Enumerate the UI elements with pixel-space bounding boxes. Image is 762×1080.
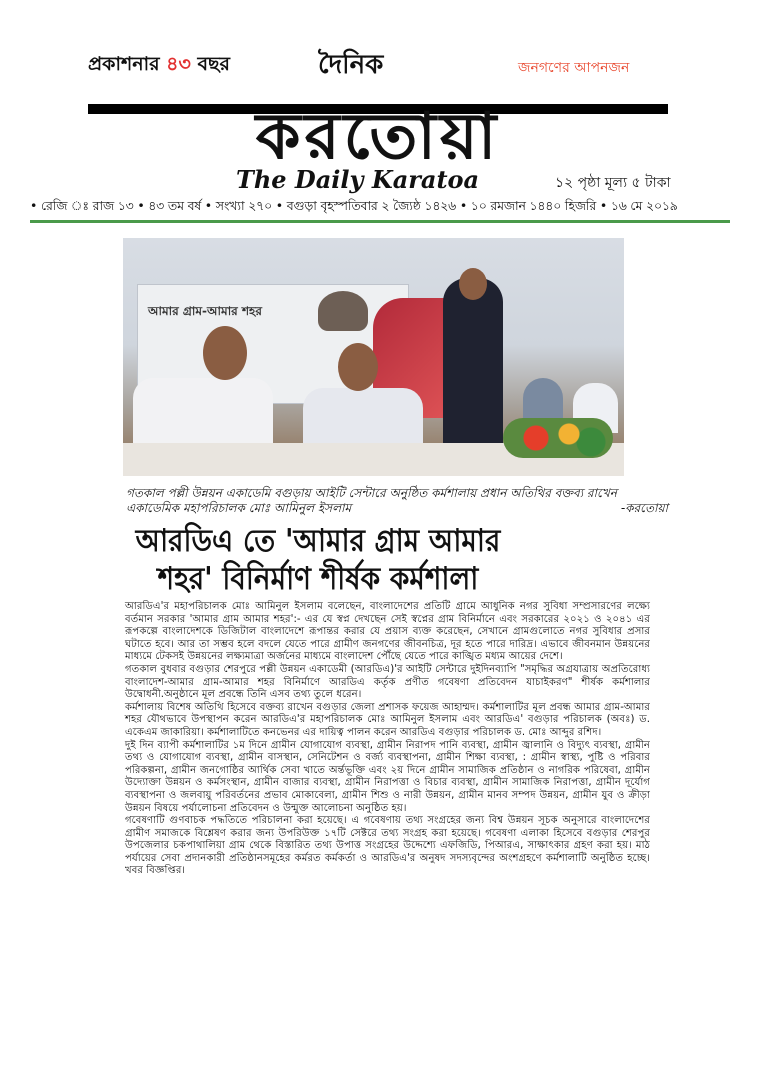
flower-arrangement	[503, 418, 613, 458]
publication-years-suffix: বছর	[197, 53, 231, 75]
publication-years-prefix: প্রকাশনার	[88, 53, 160, 75]
article-body	[125, 601, 650, 878]
banner-portrait	[318, 291, 368, 331]
publication-years-number: ৪৩	[166, 53, 191, 75]
headline-line-2: শহর' বিনির্মাণ শীর্ষক কর্মশালা	[157, 561, 479, 597]
photo-credit: -করতোয়া	[620, 501, 668, 515]
speaker-figure	[443, 278, 503, 458]
guest-head	[338, 343, 378, 391]
speaker-head	[459, 268, 487, 300]
headline	[120, 522, 516, 598]
article-paragraph: দুই দিন ব্যাপী কর্মশালাটির ১ম দিনে গ্রামীন যোগাযোগ ব্যবস্থা, গ্রামীন নিরাপদ পানি ব্যবস্থা, গ্রামীন জ্বালানি ও বিদ্যুৎ ব্যবস্থা, গ্রামীন তথ্য ও যোগাযোগ ব্যবস্থা, গ্রামীন বাসস্থান, সেনিটেশন ও বর্জ্য ব্যবস্থাপনা, গ্রামীন শিক্ষা ব্যবস্থা, : গ্রামীন স্বাস্থ্য, পুষ্টি ও পরিবার পরিকল্পনা, গ্রামীন জনগোষ্ঠির আর্থিক সেবা খাতে অর্ন্তভূক্তি এবং ২য় দিনে গ্রামীন সামাজিক প্রতিষ্ঠান ও নাগরিক পরিষেবা, গ্রামীন উদ্যোক্তা উন্নয়ন ও কর্মসংস্থান, গ্রামীন বাজার ব্যবস্থা, গ্রামীন নিরাপত্তা ও বিচার ব্যবস্থা, গ্রামীন সামাজিক নিরাপত্তা, গ্রামীন দূর্যোগ ব্যবস্থাপনা ও জলবায়ু পরিবর্তনের প্রভাব মোকাবেলা, গ্রামীন শিশু ও নারী উন্নয়ন, গ্রামীন মানব সম্পদ উন্নয়ন, গ্রামীন যুব ও ক্রীড়া উন্নয়ন বিষয়ে পর্যালোচনা প্রতিবেদন ও উন্মুক্ত আলোচনা অনুষ্ঠিত হয়।	[125, 739, 650, 814]
article-paragraph: আরডিএ'র মহাপরিচালক মোঃ আমিনুল ইসলাম বলেছেন, বাংলাদেশের প্রতিটি গ্রামে আধুনিক নগর সুবিধা সম্প্রসারণের লক্ষ্যে বর্তমান সরকার 'আমার গ্রাম আমার শহর':- এর যে স্বপ্ন দেখছেন সেই স্বপ্নের গ্রাম বিনির্মানে এবং সরকারের ২০২১ ও ২০৪১ এর রূপকল্পে বাংলাদেশকে ডিজিটাল বাংলাদেশে রূপান্তর করার যে প্রয়াস ব্যক্ত করেছেন, সেখানে গ্রামগুলোতে নগর সুবিধার প্রসার ঘটাতে হবে। আর তা সম্ভব হলে বদলে যেতে পারে গ্রামীণ জনগণের জীবনচিত্র, দূর হতে পারে দারিদ্র। এভাবে জীবনমান উন্নয়নের মাধ্যমে টেকসই উন্নয়নের লক্ষ্যমাত্রা অর্জনের মাধ্যমে বাংলাদেশ পৌঁছে যেতে পারে কাঙ্খিত মধ্যম আয়ের দেশে।	[125, 601, 650, 663]
dateline: • রেজি ঃ রাজ ১৩ • ৪৩ তম বর্ষ • সংখ্যা ২৭০ • বগুড়া বৃহস্পতিবার ২ জ্যৈষ্ঠ ১৪২৬ • ১০ রমজান ১৪৪০ হিজরি • ১৬ মে ২০১৯	[30, 198, 678, 213]
english-title: The Daily Karatoa	[236, 165, 480, 194]
divider	[30, 220, 730, 223]
page-price: ১২ পৃষ্ঠা মূল্য ৫ টাকা	[555, 175, 671, 191]
article-paragraph: গবেষণাটি গুণবাচক পদ্ধতিতে পরিচালনা করা হয়েছে। এ গবেষণায় তথ্য সংগ্রহের জন্য বিশ্ব উন্নয়ন সূচক অনুসারে বাংলাদেশের গ্রামীণ সমাজকে বিশ্লেষণ করার জন্য উপরিউক্ত ১৭টি সেক্টরে তথ্য সংগ্রহ করা হয়েছে। গবেষণা এলাকা হিসেবে বগুড়ার শেরপুর উপজেলার চকপাথালিয়া গ্রাম থেকে বিস্তারিত তথ্য উপাত্ত সংগ্রহের উদ্দেশ্যে এফজিডি, পিআরএ, সাক্ষাৎকার গ্রহণ করা হয়। মাঠ পর্যায়ের সেবা প্রদানকারী প্রতিষ্ঠানসমূহের কর্মরত কর্মকর্তা ও আরডিএ'র অনুষদ সদস্যবৃন্দের অংশগ্রহণে কর্মশালাটি অনুষ্ঠিত হচ্ছে। খবর বিজ্ঞপ্তির।	[125, 815, 650, 877]
banner-text: আমার গ্রাম-আমার শহর	[148, 304, 262, 318]
caption-text: গতকাল পল্লী উন্নয়ন একাডেমি বগুড়ায় আইটি সেন্টারে অনুষ্ঠিত কর্মশালায় প্রধান অতিথির বক্তব্য রাখেন একাডেমিক মহাপরিচালক মোঃ আমিনুল ইসলাম	[126, 486, 617, 515]
article-paragraph: কর্মশালায় বিশেষ অতিথি হিসেবে বক্তব্য রাখেন বগুড়ার জেলা প্রশাসক ফয়েজ আহাম্মদ। কর্মশালাটির মূল প্রবন্ধ আমার গ্রাম-আমার শহর যৌথভাবে উপস্থাপন করেন আরডিএ'র মহাপরিচালক মোঃ আমিনুল ইসলাম এবং আরডিএ' বগুড়ার পরিচালক (অবঃ) ড. একেএম জাকারিয়া। কর্মশালাটিতে কনভেনর এর দায়িত্ব পালন করেন আরডিএ বগুড়ার পরিচালক ড. মোঃ আব্দুর রশিদ।	[125, 701, 650, 738]
newspaper-logo: করতোয়া	[255, 100, 501, 174]
article-paragraph: গতকাল বুধবার বগুড়ার শেরপুরে পল্লী উন্নয়ন একাডেমী (আরডিএ)'র আইটি সেন্টারে দুইদিনব্যাপি "সমৃদ্ধির অগ্রযাত্রায় অপ্রতিরোধ্য বাংলাদেশ-আমার গ্রাম-আমার শহর বিনির্মাণে আরডিএ কর্তৃক প্রণীত গবেষণা প্রতিবেদন যাচাইকরণ" শীর্ষক কর্মশালার উদ্বোধনী.অনুষ্ঠানে মূল প্রবন্ধে তিনি এসব তথ্য তুলে ধরেন।	[125, 663, 650, 701]
headline-line-1: আরডিএ তে 'আমার গ্রাম আমার	[135, 523, 501, 559]
photo-caption	[126, 486, 668, 516]
guest-head	[203, 326, 247, 380]
publication-years	[88, 50, 230, 82]
dainik-label: দৈনিক	[318, 50, 384, 80]
tagline: জনগণের আপনজন	[518, 60, 630, 76]
news-photo	[123, 238, 624, 476]
